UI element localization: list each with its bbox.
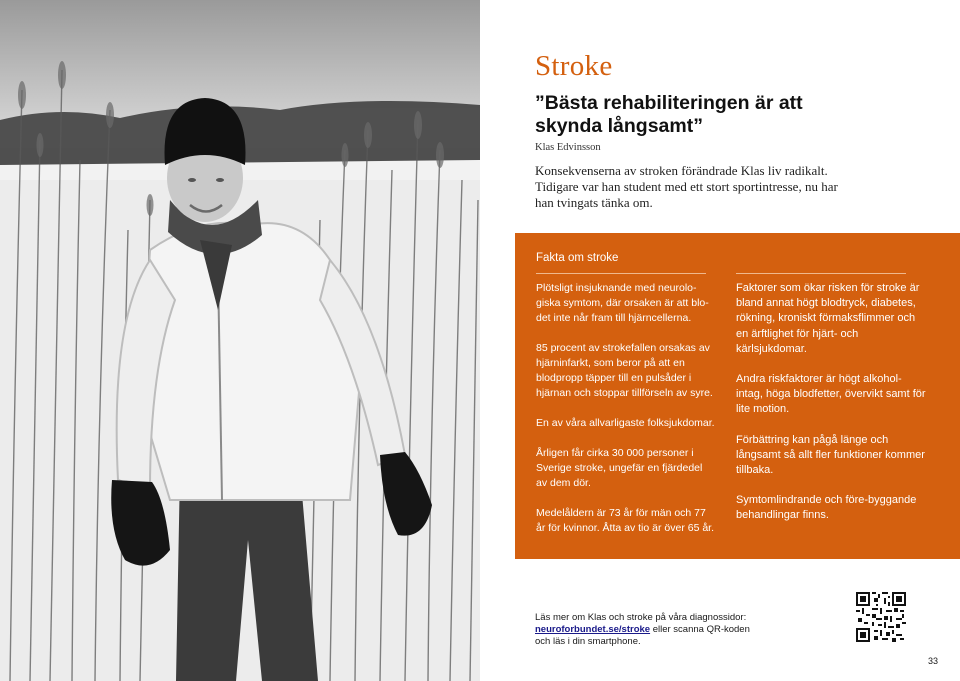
fact-paragraph: 85 procent av strokefallen orsakas av hjärninfarkt, som beror på att en blodpropp täpper till en pulsåder i hjärnan och stoppar tillförseln av syre. <box>536 342 713 399</box>
article-headline: ”Bästa rehabiliteringen är att skynda långsamt” <box>535 92 803 137</box>
read-more-line: Läs mer om Klas och stroke på våra diagnossidor: <box>535 612 747 623</box>
facts-divider-right <box>736 273 906 274</box>
article-title: Stroke <box>535 50 613 82</box>
read-more-link-suffix: eller scanna QR-koden <box>650 624 750 635</box>
fact-paragraph: En av våra allvarligaste folksjukdomar. <box>536 417 715 429</box>
read-more-link-line <box>535 624 795 636</box>
fact-paragraph: Årligen får cirka 30 000 personer i Sverige stroke, ungefär en fjärdedel av dem dör. <box>536 447 703 489</box>
facts-box <box>515 233 960 559</box>
fact-paragraph: Andra riskfaktorer är högt alkohol-intag, höga blodfetter, övervikt samt för lite motion. <box>736 373 926 416</box>
fact-paragraph: Faktorer som ökar risken för stroke är bland annat högt blodtryck, diabetes, rökning, kroniskt förmaksflimmer och en ärftlighet för hjärt- och kärlsjukdomar. <box>736 282 920 355</box>
read-more-note <box>535 612 795 648</box>
facts-column-right <box>736 281 926 539</box>
qr-code-icon[interactable] <box>856 592 906 642</box>
page-number: 33 <box>928 656 939 666</box>
fact-paragraph: Symtomlindrande och före-byggande behandlingar finns. <box>736 494 917 522</box>
facts-title: Fakta om stroke <box>536 252 619 264</box>
facts-column-left <box>536 281 716 551</box>
fact-paragraph: Plötsligt insjuknande med neurolo-giska symtom, där orsaken är att blo-det inte når fram till hjärncellerna. <box>536 282 709 324</box>
article-lead: Konsekvenserna av stroken förändrade Klas liv radikalt. Tidigare var han student med ett stort sportintresse, nu har han tvingats tänka om. <box>535 163 838 210</box>
read-more-line: och läs i din smartphone. <box>535 636 641 647</box>
article-author: Klas Edvinsson <box>535 142 601 153</box>
fact-paragraph: Förbättring kan pågå länge och långsamt så allt fler funktioner kommer tillbaka. <box>736 433 925 477</box>
facts-divider-left <box>536 273 706 274</box>
fact-paragraph: Medelåldern är 73 år för män och 77 år för kvinnor. Åtta av tio är över 65 år. <box>536 507 715 534</box>
website-link[interactable]: neuroforbundet.se/stroke <box>535 624 651 635</box>
